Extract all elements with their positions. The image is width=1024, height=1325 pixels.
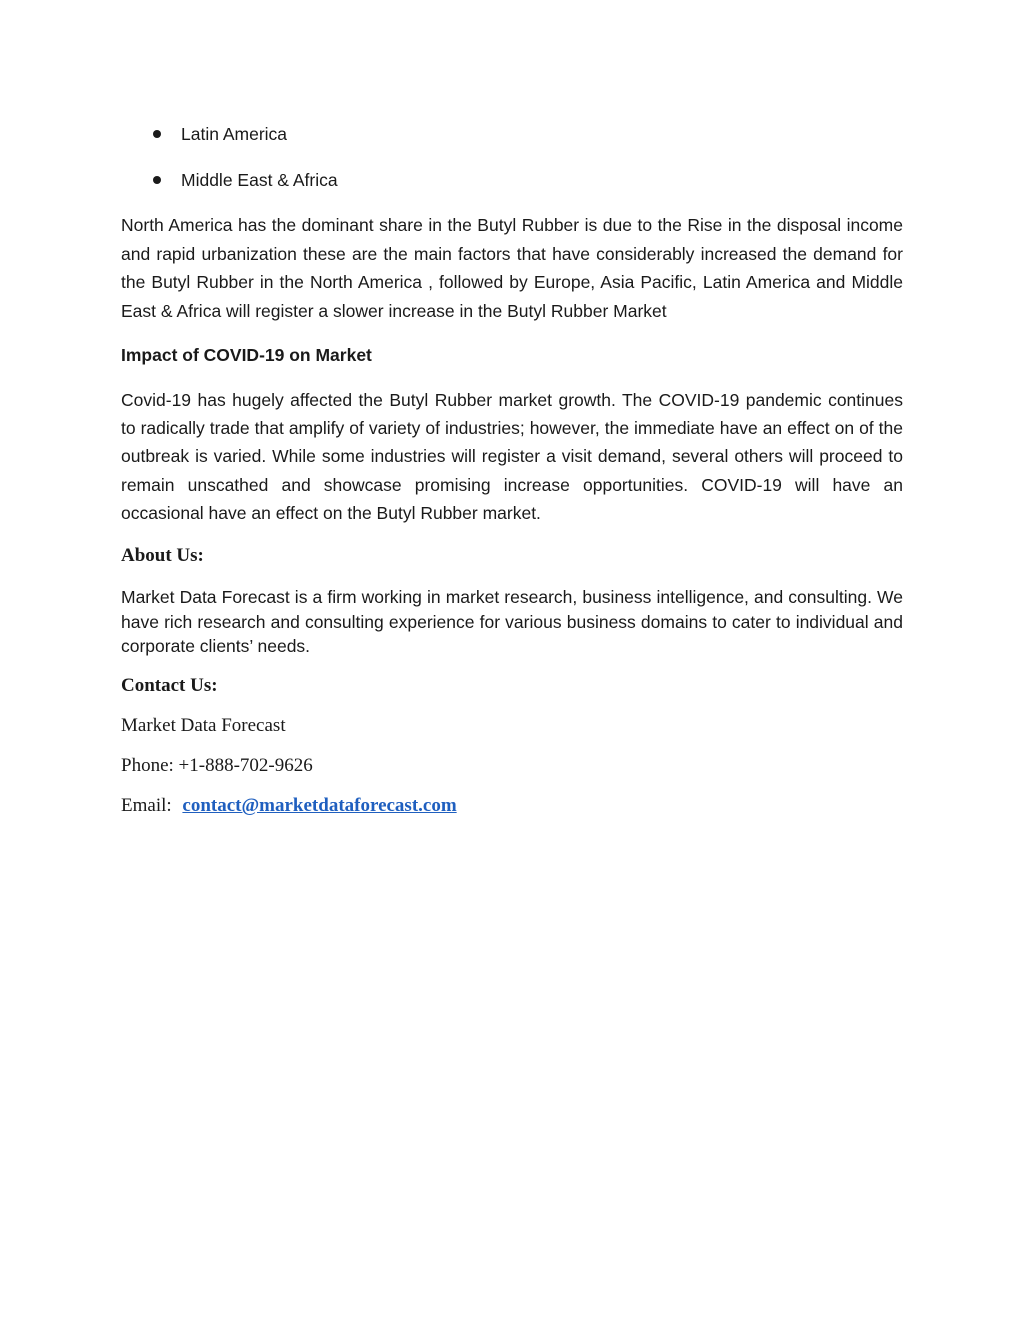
north-america-paragraph: North America has the dominant share in the Butyl Rubber is due to the Rise in the disposal income and rapid urbanization these are the main factors that have considerably increased the demand for the Butyl Rubber in the North America , followed by Europe, Asia Pacific, Latin America and Middle East & Africa will register a slower increase in the Butyl Rubber Market <box>121 215 903 321</box>
email-link[interactable]: contact@marketdataforecast.com <box>182 795 457 816</box>
contact-heading: Contact Us: <box>121 675 218 696</box>
about-heading: About Us: <box>121 545 204 566</box>
list-item-text: Latin America <box>181 124 288 144</box>
list-item-text: Middle East & Africa <box>181 170 338 190</box>
contact-phone: Phone: +1-888-702-9626 <box>121 755 313 776</box>
bullet-icon <box>153 130 161 138</box>
email-label: Email: <box>121 795 172 816</box>
contact-company: Market Data Forecast <box>121 715 286 736</box>
about-paragraph: Market Data Forecast is a firm working in market research, business intelligence, and consulting. We have rich research and consulting experience for various business domains to cater to individual and corporate clients’ needs. <box>121 587 903 656</box>
contact-email-line <box>121 793 457 819</box>
list-item <box>151 120 338 166</box>
list-item <box>151 166 338 212</box>
regions-bullet-list <box>151 120 338 212</box>
impact-heading: Impact of COVID-19 on Market <box>121 345 372 365</box>
impact-paragraph: Covid-19 has hugely affected the Butyl Rubber market growth. The COVID-19 pandemic continues to radically trade that amplify of variety of industries; however, the immediate have an effect on of the outbreak is varied. While some industries will register a visit demand, several others will proceed to remain unscathed and showcase promising increase opportunities. COVID-19 will have an occasional have an effect on the Butyl Rubber market. <box>121 390 903 523</box>
bullet-icon <box>153 176 161 184</box>
